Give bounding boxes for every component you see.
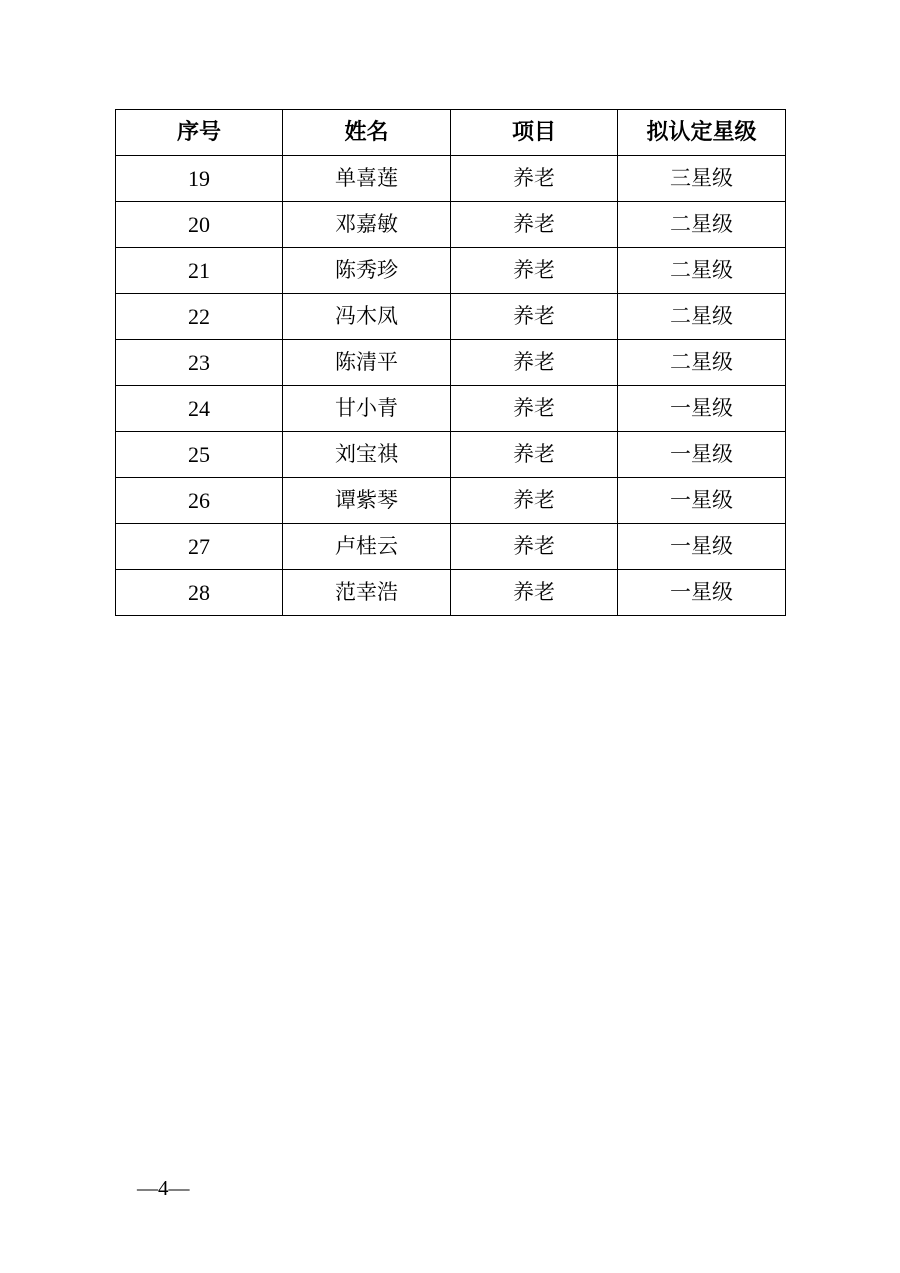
table-row [116,570,786,616]
cell-star-level: 二星级 [618,294,786,340]
cell-project: 养老 [451,386,618,432]
page-number: —4— [137,1176,190,1200]
cell-project: 养老 [451,340,618,386]
cell-project: 养老 [451,570,618,616]
cell-name: 单喜莲 [283,156,451,202]
table-row [116,248,786,294]
table-row [116,202,786,248]
header-name: 姓名 [283,110,451,156]
table-row [116,524,786,570]
table-row [116,340,786,386]
cell-project: 养老 [451,248,618,294]
table-row [116,478,786,524]
table-row [116,156,786,202]
cell-serial-number: 26 [116,478,283,524]
cell-serial-number: 28 [116,570,283,616]
cell-project: 养老 [451,524,618,570]
cell-star-level: 二星级 [618,340,786,386]
cell-star-level: 一星级 [618,386,786,432]
header-project: 项目 [451,110,618,156]
cell-star-level: 一星级 [618,524,786,570]
table-row [116,294,786,340]
cell-serial-number: 23 [116,340,283,386]
table-header [116,110,786,156]
table-body [116,156,786,616]
cell-project: 养老 [451,432,618,478]
table-row [116,432,786,478]
cell-serial-number: 20 [116,202,283,248]
cell-serial-number: 22 [116,294,283,340]
cell-star-level: 一星级 [618,432,786,478]
cell-project: 养老 [451,478,618,524]
cell-name: 陈清平 [283,340,451,386]
cell-serial-number: 21 [116,248,283,294]
cell-star-level: 三星级 [618,156,786,202]
cell-name: 刘宝祺 [283,432,451,478]
star-rating-table [115,109,786,616]
cell-project: 养老 [451,156,618,202]
cell-serial-number: 25 [116,432,283,478]
cell-name: 邓嘉敏 [283,202,451,248]
cell-name: 陈秀珍 [283,248,451,294]
cell-serial-number: 27 [116,524,283,570]
cell-name: 范幸浩 [283,570,451,616]
cell-project: 养老 [451,202,618,248]
header-row [116,110,786,156]
cell-serial-number: 24 [116,386,283,432]
cell-star-level: 一星级 [618,570,786,616]
header-proposed-star-level: 拟认定星级 [618,110,786,156]
cell-project: 养老 [451,294,618,340]
header-serial-number: 序号 [116,110,283,156]
cell-serial-number: 19 [116,156,283,202]
cell-star-level: 二星级 [618,248,786,294]
cell-name: 谭紫琴 [283,478,451,524]
cell-star-level: 二星级 [618,202,786,248]
cell-star-level: 一星级 [618,478,786,524]
cell-name: 卢桂云 [283,524,451,570]
cell-name: 甘小青 [283,386,451,432]
cell-name: 冯木凤 [283,294,451,340]
table-row [116,386,786,432]
